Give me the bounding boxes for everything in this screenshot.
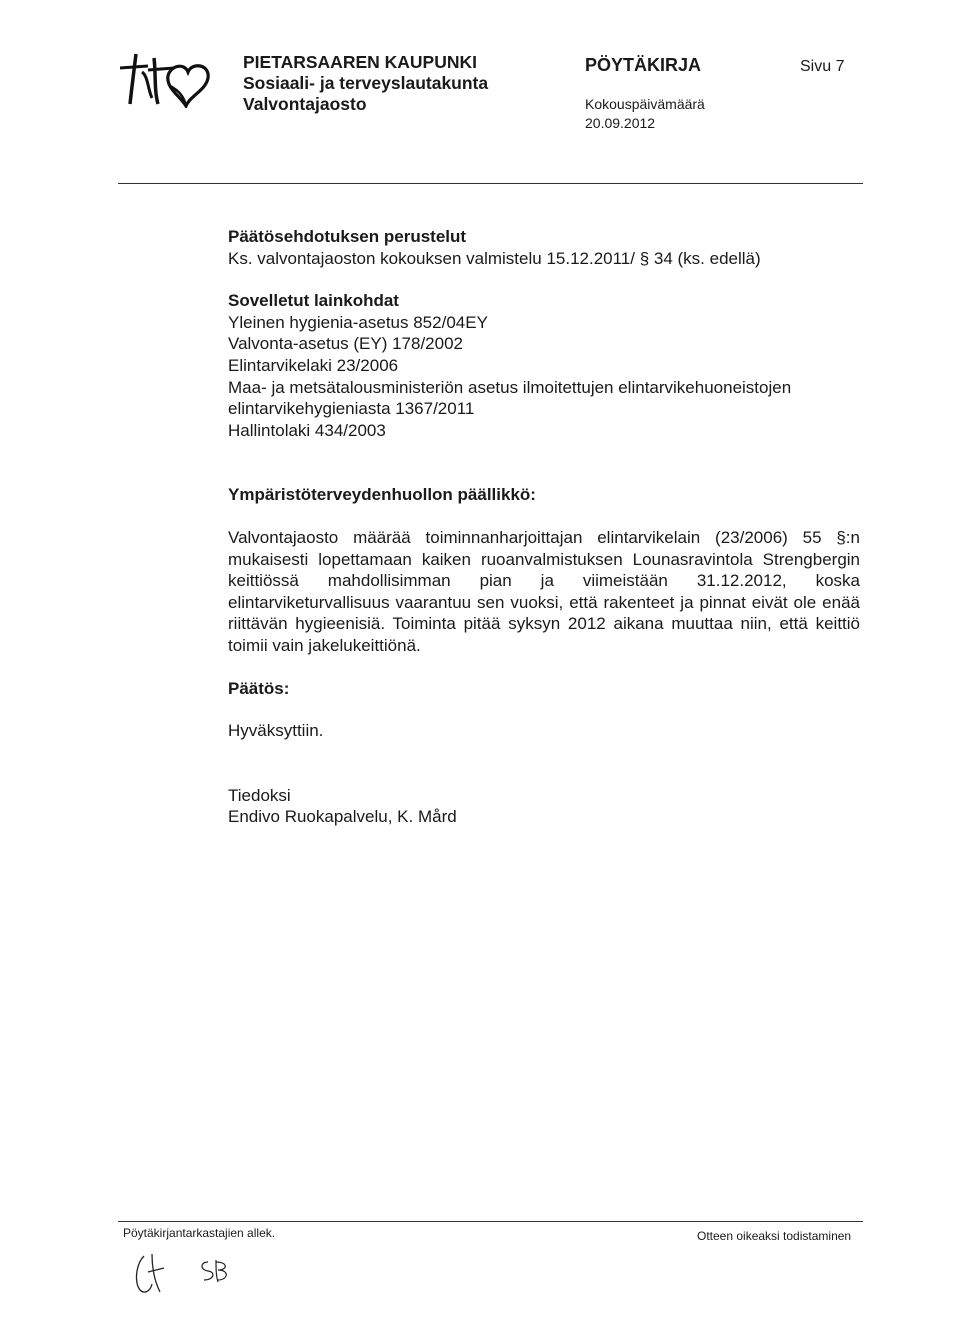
notice-heading: Tiedoksi (228, 785, 291, 805)
law-item: Valvonta-asetus (EY) 178/2002 (228, 334, 463, 354)
law-item: Hallintolaki 434/2003 (228, 420, 386, 440)
decision-text: Hyväksyttiin. (228, 721, 324, 741)
document-type: PÖYTÄKIRJA (585, 55, 702, 75)
basis-text: Ks. valvontajaoston kokouksen valmistelu 15.12.2011/ § 34 (ks. edellä) (228, 248, 761, 268)
law-item: elintarvikehygieniasta 1367/2011 (228, 399, 475, 419)
org-name: PIETARSAAREN KAUPUNKI (243, 52, 477, 72)
proposal-heading: Ympäristöterveydenhuollon päällikkö: (228, 485, 536, 505)
org-division: Valvontajaosto (243, 94, 367, 114)
meeting-date-label: Kokouspäivämäärä (585, 96, 705, 112)
proposal-text: Valvontajaosto määrää toiminnanharjoittajan elintarvikelain (23/2006) 55 §:n mukaisesti lopettamaan kaiken ruoanvalmistuksen Lounasravintola Strengbergin keittiössä mahdollisimman pian ja viimeistään 31.12.2012, koska elintarviketurvallisuus vaarantuu sen vuoksi, että rakenteet ja pinnat eivät ole enää riittävän hygieenisiä. Toiminta pitää syksyn 2012 aikana muuttaa niin, että keittiö toimii vain jakelukeittiönä. (228, 527, 860, 655)
org-board: Sosiaali- ja terveyslautakunta (243, 73, 489, 93)
signature-1 (130, 1250, 170, 1298)
checkers-signature-label: Pöytäkirjantarkastajien allek. (123, 1226, 276, 1240)
city-logo (118, 46, 226, 108)
organization-block (243, 52, 488, 115)
page-number: Sivu 7 (800, 58, 845, 75)
certification-label: Otteen oikeaksi todistaminen (697, 1229, 852, 1243)
basis-heading: Päätösehdotuksen perustelut (228, 227, 467, 246)
notice-text: Endivo Ruokapalvelu, K. Mård (228, 807, 457, 827)
law-heading: Sovelletut lainkohdat (228, 291, 399, 311)
footer-divider (118, 1221, 863, 1222)
meeting-date: 20.09.2012 (585, 115, 656, 131)
law-item: Maa- ja metsätalousministeriön asetus ilmoitettujen elintarvikehuoneistojen (228, 377, 792, 397)
header-divider (118, 183, 863, 184)
law-item: Elintarvikelaki 23/2006 (228, 355, 399, 375)
decision-heading: Päätös: (228, 678, 290, 698)
signature-2 (196, 1258, 230, 1284)
document-body (228, 226, 860, 828)
law-item: Yleinen hygienia-asetus 852/04EY (228, 312, 488, 332)
